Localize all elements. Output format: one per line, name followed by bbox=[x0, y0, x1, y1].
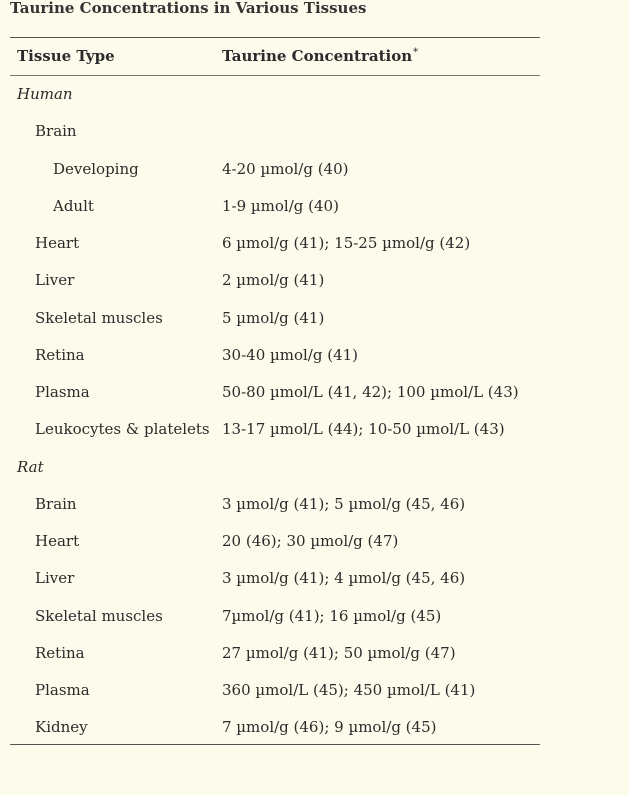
table-row bbox=[0, 196, 629, 233]
tissue-label: Skeletal muscles bbox=[35, 308, 163, 327]
table-group-row bbox=[0, 84, 629, 121]
tissue-label: Retina bbox=[35, 643, 85, 662]
concentration-value: 1-9 µmol/g (40) bbox=[222, 196, 339, 215]
tissue-label: Liver bbox=[35, 569, 75, 588]
table-row bbox=[0, 121, 629, 158]
concentration-value: 6 µmol/g (41); 15-25 µmol/g (42) bbox=[222, 234, 471, 252]
column-header-taurine-concentration bbox=[222, 46, 418, 69]
species-label: Rat bbox=[17, 457, 44, 476]
tissue-label: Liver bbox=[35, 271, 75, 290]
tissue-label: Adult bbox=[53, 196, 94, 215]
column-header-tissue-type-label: Tissue Type bbox=[17, 47, 115, 65]
tissue-label: Skeletal muscles bbox=[35, 606, 163, 625]
table-row bbox=[0, 382, 629, 419]
tissue-label: Brain bbox=[35, 494, 77, 513]
tissue-label: Plasma bbox=[35, 383, 90, 401]
table-row bbox=[0, 606, 629, 643]
table-group-row bbox=[0, 457, 629, 494]
table-row bbox=[0, 531, 629, 568]
concentration-value: 20 (46); 30 µmol/g (47) bbox=[222, 532, 399, 550]
header-divider-rule bbox=[10, 75, 540, 76]
table-row bbox=[0, 159, 629, 196]
table-row bbox=[0, 680, 629, 717]
tissue-label: Heart bbox=[35, 532, 80, 550]
table-row bbox=[0, 568, 629, 605]
concentration-value: 50-80 µmol/L (41, 42); 100 µmol/L (43) bbox=[222, 383, 519, 401]
column-header-taurine-concentration-label: Taurine Concentration bbox=[222, 47, 413, 65]
table-row bbox=[0, 494, 629, 531]
tissue-label: Kidney bbox=[35, 718, 88, 737]
footnote-marker: * bbox=[413, 47, 419, 58]
concentration-value: 7µmol/g (41); 16 µmol/g (45) bbox=[222, 606, 442, 625]
tissue-label: Plasma bbox=[35, 681, 90, 699]
table-row bbox=[0, 419, 629, 456]
table-top-rule bbox=[10, 37, 540, 38]
table-row bbox=[0, 345, 629, 382]
concentration-value: 3 µmol/g (41); 5 µmol/g (45, 46) bbox=[222, 494, 466, 513]
concentration-value: 5 µmol/g (41) bbox=[222, 308, 325, 327]
species-label: Human bbox=[17, 85, 73, 103]
concentration-value: 360 µmol/L (45); 450 µmol/L (41) bbox=[222, 681, 476, 699]
concentration-value: 27 µmol/g (41); 50 µmol/g (47) bbox=[222, 643, 456, 662]
table-bottom-rule bbox=[10, 744, 540, 745]
concentration-value: 3 µmol/g (41); 4 µmol/g (45, 46) bbox=[222, 569, 466, 588]
tissue-label: Leukocytes & platelets bbox=[35, 420, 210, 439]
tissue-label: Retina bbox=[35, 345, 85, 364]
tissue-label: Developing bbox=[53, 159, 139, 178]
table-row bbox=[0, 643, 629, 680]
concentration-value: 2 µmol/g (41) bbox=[222, 271, 325, 290]
table-row bbox=[0, 308, 629, 345]
column-header-tissue-type bbox=[17, 46, 115, 66]
tissue-label: Heart bbox=[35, 234, 80, 252]
table-row bbox=[0, 233, 629, 270]
tissue-label: Brain bbox=[35, 122, 77, 141]
concentration-value: 13-17 µmol/L (44); 10-50 µmol/L (43) bbox=[222, 420, 505, 439]
table-row bbox=[0, 717, 629, 754]
concentration-value: 7 µmol/g (46); 9 µmol/g (45) bbox=[222, 718, 437, 737]
table-body bbox=[0, 84, 629, 755]
table-row bbox=[0, 270, 629, 307]
table-title: Taurine Concentrations in Various Tissues bbox=[10, 0, 367, 17]
concentration-value: 4-20 µmol/g (40) bbox=[222, 159, 349, 178]
concentration-value: 30-40 µmol/g (41) bbox=[222, 345, 359, 364]
